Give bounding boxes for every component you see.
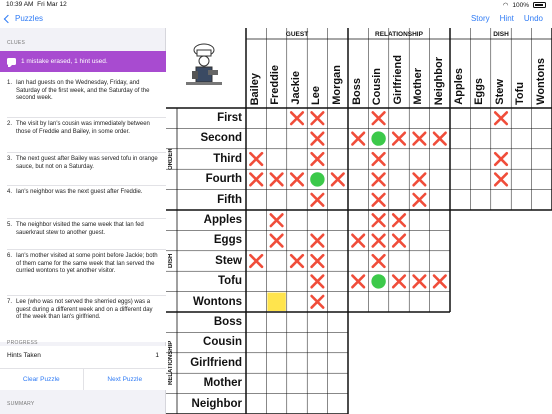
x-mark[interactable] [312, 255, 324, 267]
x-mark[interactable] [291, 255, 303, 267]
mistake-banner [0, 51, 166, 72]
x-mark[interactable] [352, 276, 364, 288]
clue-separator [7, 117, 166, 118]
clue-number: 7. [7, 299, 13, 305]
clue-separator [7, 249, 166, 250]
clue-item[interactable] [7, 222, 159, 237]
status-time: 10:39 AM [6, 1, 34, 8]
clue-number: 1. [7, 80, 13, 86]
x-mark[interactable] [312, 296, 324, 308]
row-header[interactable]: Fourth [205, 173, 242, 186]
x-mark[interactable] [393, 235, 405, 247]
row-header[interactable]: Neighbor [191, 397, 242, 410]
battery-icon [533, 2, 546, 8]
column-group-title: RELATIONSHIP [375, 31, 423, 38]
row-header[interactable]: Fifth [217, 193, 242, 206]
x-mark[interactable] [414, 276, 426, 288]
status-date: Fri Mar 12 [37, 1, 67, 8]
clue-number: 5. [7, 222, 13, 228]
column-header[interactable]: Jackie [289, 71, 302, 105]
next-puzzle-button[interactable]: Next Puzzle [84, 369, 167, 390]
x-mark[interactable] [250, 174, 262, 186]
row-group-title: DISH [168, 253, 174, 269]
x-mark[interactable] [434, 276, 446, 288]
x-mark[interactable] [393, 276, 405, 288]
clue-text: Lee (who was not served the sherried eggs) was a guest during a different week and on a different day of the week than Ian's girlfriend. [16, 299, 153, 321]
hints-label: Hints Taken [7, 352, 41, 359]
clue-item[interactable] [7, 156, 159, 171]
x-mark[interactable] [271, 214, 283, 226]
o-mark[interactable] [371, 274, 385, 288]
o-mark[interactable] [310, 172, 324, 186]
nav-bar [0, 10, 552, 28]
status-right [503, 1, 546, 9]
x-mark[interactable] [373, 255, 385, 267]
x-mark[interactable] [312, 276, 324, 288]
chat-bubble-icon [7, 58, 16, 65]
hints-row [7, 352, 159, 359]
clue-number: 4. [7, 189, 13, 195]
x-mark[interactable] [332, 174, 344, 186]
x-mark[interactable] [250, 255, 262, 267]
banner-text: 1 mistake erased, 1 hint used. [21, 58, 108, 65]
clue-number: 2. [7, 121, 13, 127]
summary-header: SUMMARY [7, 401, 35, 407]
status-time-date [6, 1, 67, 9]
column-header[interactable]: Stew [493, 79, 506, 105]
column-header[interactable]: Freddie [269, 65, 282, 105]
o-mark[interactable] [371, 131, 385, 145]
row-header[interactable]: Apples [203, 214, 242, 226]
clue-number: 6. [7, 253, 13, 259]
progress-panel [0, 346, 166, 390]
clue-separator [7, 295, 166, 296]
back-button[interactable] [5, 14, 43, 23]
wifi-icon: ◠ [502, 2, 509, 9]
x-mark[interactable] [373, 214, 385, 226]
row-header[interactable]: Girlfriend [190, 356, 242, 369]
x-mark[interactable] [271, 174, 283, 186]
x-mark[interactable] [495, 174, 507, 186]
column-group-title: GUEST [285, 31, 309, 38]
column-header[interactable]: Boss [351, 78, 363, 105]
chevron-left-icon [4, 14, 12, 22]
clue-separator [7, 218, 166, 219]
column-header[interactable]: Girlfriend [391, 55, 404, 105]
nav-actions [471, 14, 543, 23]
column-header[interactable]: Mother [412, 68, 425, 105]
clue-item[interactable] [7, 121, 159, 136]
x-mark[interactable] [495, 112, 507, 124]
clue-text: Ian's neighbor was the next guest after Freddie. [16, 189, 143, 195]
x-mark[interactable] [373, 174, 385, 186]
x-mark[interactable] [414, 174, 426, 186]
row-group-title: RELATIONSHIP [168, 340, 174, 386]
clear-puzzle-button[interactable]: Clear Puzzle [0, 369, 83, 390]
clue-text: Ian's mother visited at some point before Jackie; both of them came for the same week that Ian served the curried wontons to yet another visitor. [16, 253, 158, 275]
x-mark[interactable] [250, 153, 262, 165]
story-button[interactable]: Story [470, 14, 490, 23]
x-mark[interactable] [414, 194, 426, 206]
x-mark[interactable] [271, 235, 283, 247]
clue-item[interactable] [7, 80, 159, 103]
clue-number: 3. [7, 156, 13, 162]
x-mark[interactable] [434, 133, 446, 145]
column-header[interactable]: Eggs [473, 78, 486, 105]
row-group-title: ORDER [168, 148, 174, 170]
highlight-cell[interactable] [267, 293, 285, 311]
row-header[interactable]: Third [213, 152, 242, 165]
column-header[interactable]: Apples [453, 68, 465, 105]
x-mark[interactable] [291, 174, 303, 186]
clue-text: The next guest after Bailey was served tofu in orange sauce, but not on a Saturday. [16, 156, 158, 170]
row-header[interactable]: Eggs [213, 234, 242, 247]
x-mark[interactable] [352, 235, 364, 247]
x-mark[interactable] [312, 235, 324, 247]
row-header[interactable]: Mother [203, 377, 242, 390]
x-mark[interactable] [312, 112, 324, 124]
status-bar [0, 0, 552, 10]
x-mark[interactable] [414, 133, 426, 145]
row-header[interactable]: Wontons [193, 295, 242, 308]
column-header[interactable]: Lee [310, 86, 323, 105]
column-header[interactable]: Tofu [514, 81, 527, 105]
clue-text: The visit by Ian's cousin was immediately between those of Freddie and Bailey, in some order. [16, 121, 150, 135]
clue-item[interactable] [7, 299, 159, 322]
row-header[interactable]: First [217, 112, 242, 124]
x-mark[interactable] [373, 194, 385, 206]
x-mark[interactable] [312, 153, 324, 165]
logic-grid-area [166, 28, 552, 414]
row-header[interactable]: Tofu [217, 275, 242, 288]
clues-header: CLUES [7, 40, 26, 46]
clue-separator [7, 185, 166, 186]
x-mark[interactable] [291, 112, 303, 124]
clue-item[interactable] [7, 253, 159, 276]
x-mark[interactable] [312, 133, 324, 145]
row-header[interactable]: Stew [215, 254, 242, 267]
sidebar [0, 28, 166, 414]
row-header[interactable]: Cousin [203, 336, 242, 349]
row-header[interactable]: Boss [213, 316, 242, 328]
column-header[interactable]: Neighbor [432, 56, 445, 105]
x-mark[interactable] [373, 112, 385, 124]
progress-header: PROGRESS [7, 340, 38, 346]
column-header[interactable]: Wontons [534, 58, 547, 105]
column-header[interactable]: Cousin [371, 67, 384, 105]
hint-button[interactable]: Hint [499, 14, 514, 23]
battery-percent: 100% [512, 1, 529, 9]
undo-button[interactable]: Undo [523, 14, 543, 23]
column-header[interactable]: Bailey [249, 72, 261, 105]
progress-buttons [0, 368, 166, 390]
x-mark[interactable] [373, 235, 385, 247]
x-mark[interactable] [352, 133, 364, 145]
hints-value: 1 [155, 352, 159, 359]
clue-item[interactable] [7, 189, 159, 197]
clue-text: Ian had guests on the Wednesday, Friday, and Saturday of the first week, and the Saturday of the second week. [16, 80, 150, 102]
x-mark[interactable] [495, 153, 507, 165]
back-label: Puzzles [15, 14, 44, 23]
column-header[interactable]: Morgan [330, 65, 343, 105]
x-mark[interactable] [373, 153, 385, 165]
row-header[interactable]: Second [200, 132, 242, 145]
x-mark[interactable] [312, 194, 324, 206]
clue-separator [7, 152, 166, 153]
column-group-title: DISH [493, 31, 509, 38]
clue-list [0, 72, 166, 342]
clue-text: The neighbor visited the same week that Ian fed sauerkraut stew to another guest. [16, 222, 144, 236]
x-mark[interactable] [393, 214, 405, 226]
x-mark[interactable] [393, 133, 405, 145]
